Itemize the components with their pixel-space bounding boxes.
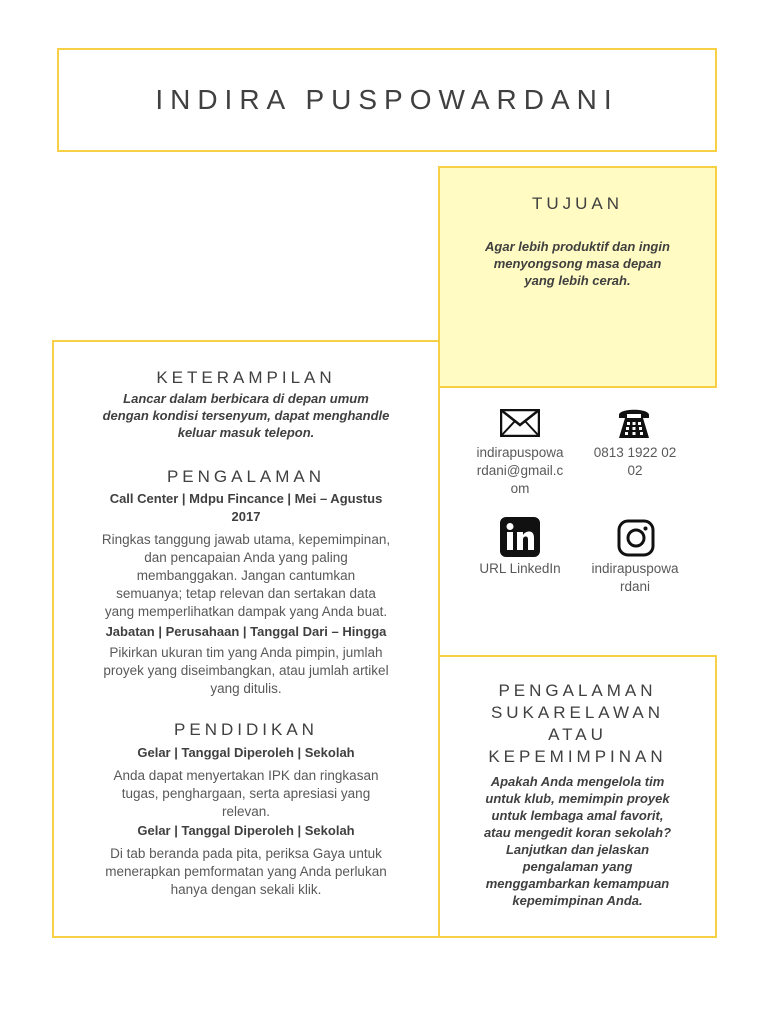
main-section	[52, 340, 440, 938]
education-heading: PENDIDIKAN	[174, 720, 318, 739]
volunteer-line: kepemimpinan Anda.	[512, 893, 643, 908]
objective-text	[440, 238, 715, 289]
skills-heading: KETERAMPILAN	[156, 368, 336, 387]
description-line: semuanya; tetap relevan dan sertakan data	[116, 586, 376, 601]
description-line: yang memperlihatkan dampak yang Anda buat.	[104, 604, 388, 619]
linkedin-icon	[500, 517, 540, 557]
volunteer-line: untuk klub, memimpin proyek	[485, 791, 670, 806]
job-title: 2017	[231, 509, 261, 524]
skills-text	[54, 390, 438, 441]
skills-line: dengan kondisi tersenyum, dapat menghandle	[102, 408, 390, 423]
description-line: Di tab beranda pada pita, periksa Gaya untuk	[110, 846, 382, 861]
description-line: Anda dapat menyertakan IPK dan ringkasan	[113, 768, 379, 783]
volunteer-line: atau mengedit koran sekolah?	[483, 825, 672, 840]
experience-heading: PENGALAMAN	[166, 467, 326, 486]
linkedin-text[interactable]: URL LinkedIn	[479, 561, 561, 576]
volunteer-heading: PENGALAMAN SUKARELAWAN ATAU KEPEMIMPINAN	[488, 681, 667, 766]
education-title: Gelar | Tanggal Diperoleh | Sekolah	[137, 823, 355, 838]
candidate-name: INDIRA PUSPOWARDANI	[155, 84, 619, 115]
volunteer-line: menggambarkan kemampuan	[485, 876, 670, 891]
description-line: menerapkan pemformatan yang Anda perlukan	[105, 864, 387, 879]
telephone-icon	[616, 404, 652, 440]
experience-description-1	[54, 531, 438, 621]
description-line: tugas, penghargaan, serta apresiasi yang	[121, 786, 371, 801]
objective-heading: TUJUAN	[531, 194, 624, 213]
name-banner	[57, 48, 717, 152]
volunteer-text	[440, 773, 715, 909]
objective-line: menyongsong masa depan	[493, 256, 662, 271]
description-line: yang ditulis.	[210, 681, 282, 696]
experience-entry-1	[54, 490, 438, 526]
description-line: Ringkas tanggung jawab utama, kepemimpinan,	[101, 532, 391, 547]
volunteer-line: Apakah Anda mengelola tim	[490, 774, 665, 789]
description-line: relevan.	[221, 804, 271, 819]
job-title: Jabatan | Perusahaan | Tanggal Dari – Hingga	[105, 624, 387, 639]
description-line: dan pencapaian Anda yang paling	[144, 550, 348, 565]
objective-section	[438, 166, 717, 388]
education-description-1	[54, 767, 438, 821]
description-line: hanya dengan sekali klik.	[170, 882, 322, 897]
objective-line: yang lebih cerah.	[524, 273, 631, 288]
description-line: Pikirkan ukuran tim yang Anda pimpin, jumlah	[109, 645, 383, 660]
objective-line: Agar lebih produktif dan ingin	[485, 239, 670, 254]
description-line: membanggakan. Jangan cantumkan	[136, 568, 356, 583]
description-line: proyek yang diseimbangkan, atau jumlah artikel	[103, 663, 389, 678]
skills-line: keluar masuk telepon.	[177, 425, 315, 440]
volunteer-line: pengalaman yang	[522, 859, 633, 874]
email-text[interactable]: indirapuspowa rdani@gmail.c om	[476, 445, 564, 496]
education-description-2	[54, 845, 438, 899]
volunteer-line: untuk lembaga amal favorit,	[491, 808, 664, 823]
phone-text[interactable]: 0813 1922 02 02	[593, 445, 677, 478]
experience-description-2	[54, 644, 438, 698]
volunteer-section	[438, 655, 717, 938]
envelope-icon	[500, 409, 540, 437]
education-title: Gelar | Tanggal Diperoleh | Sekolah	[137, 745, 355, 760]
volunteer-line: Lanjutkan dan jelaskan	[505, 842, 650, 857]
instagram-text[interactable]: indirapuspowa rdani	[591, 561, 679, 594]
skills-line: Lancar dalam berbicara di depan umum	[123, 391, 369, 406]
job-title: Call Center | Mdpu Fincance | Mei – Agustus	[109, 491, 383, 506]
instagram-icon	[617, 519, 655, 557]
